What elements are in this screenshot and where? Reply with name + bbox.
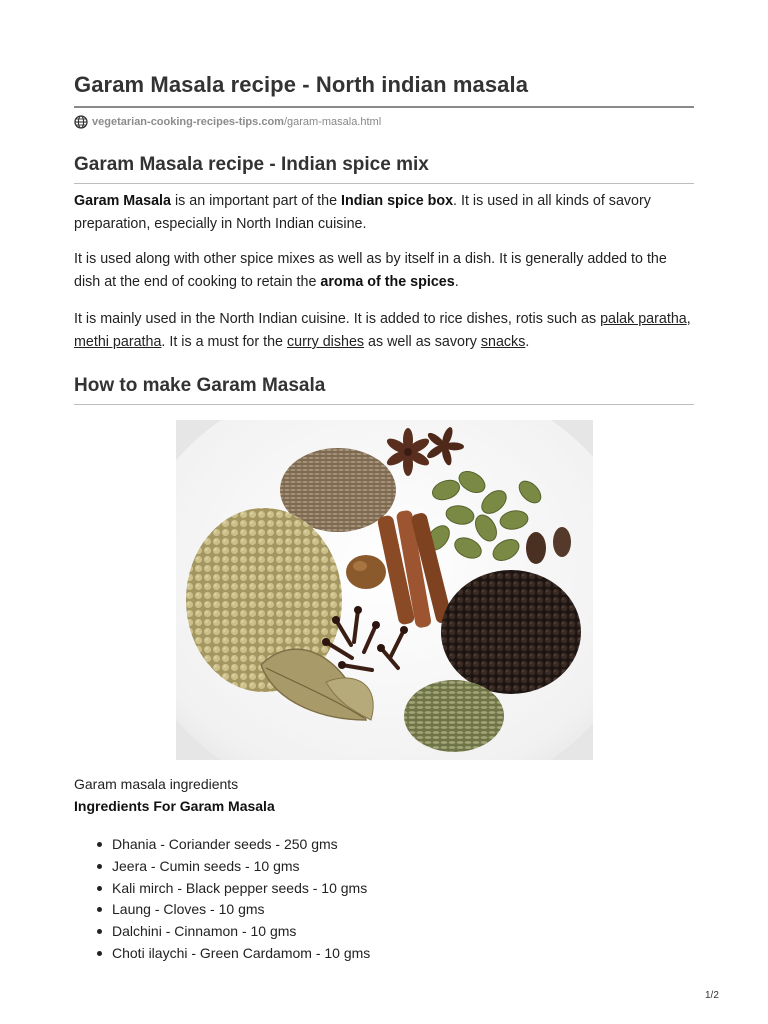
text-span: , (686, 311, 691, 327)
section-heading-spice-mix: Garam Masala recipe - Indian spice mix (74, 154, 429, 175)
link-snacks[interactable]: snacks (480, 334, 526, 350)
text-span: It is used along with other spice mixes as well as by itself in a dish. It is generally added to the dish at the end of cooking to retain the (74, 251, 667, 290)
paragraph-cuisine (74, 308, 694, 354)
text-span: . (525, 334, 530, 350)
source-link[interactable] (92, 116, 381, 128)
page-number: 1/2 (705, 990, 719, 1001)
list-item: Kali mirch - Black pepper seeds - 10 gms (94, 878, 654, 900)
bold-indian-spice-box: Indian spice box (341, 193, 454, 209)
text-span: as well as savory (364, 334, 481, 350)
list-item: Dhania - Coriander seeds - 250 gms (94, 834, 654, 856)
link-palak-paratha[interactable]: palak paratha (600, 311, 687, 327)
ingredients-list (94, 834, 654, 965)
spices-photo (176, 420, 593, 760)
bold-aroma: aroma of the spices (320, 274, 455, 290)
title-divider (74, 106, 694, 108)
ingredients-title: Ingredients For Garam Masala (74, 798, 275, 814)
document-title: Garam Masala recipe - North indian masala (74, 72, 529, 97)
paragraph-intro (74, 190, 694, 236)
text-span: . (454, 274, 459, 290)
list-item: Choti ilaychi - Green Cardamom - 10 gms (94, 943, 654, 965)
source-domain: vegetarian-cooking-recipes-tips.com (92, 116, 284, 128)
source-path: /garam-masala.html (283, 116, 382, 128)
section-divider (74, 404, 694, 405)
text-span: It is mainly used in the North Indian cuisine. It is added to rice dishes, rotis such as (74, 311, 601, 327)
section-divider (74, 183, 694, 184)
text-span: . It is a must for the (161, 334, 287, 350)
spices-illustration (176, 420, 593, 760)
text-span: . It is used in all kinds of savory preparation, especially in North Indian cuisine. (74, 193, 651, 232)
section-heading-how-to-make: How to make Garam Masala (74, 375, 326, 396)
paragraph-usage (74, 248, 694, 294)
bold-garam-masala: Garam Masala (74, 193, 171, 209)
link-curry-dishes[interactable]: curry dishes (286, 334, 365, 350)
text-span: is an important part of the (170, 193, 342, 209)
list-item: Dalchini - Cinnamon - 10 gms (94, 921, 654, 943)
list-item: Jeera - Cumin seeds - 10 gms (94, 856, 654, 878)
link-methi-paratha[interactable]: methi paratha (74, 334, 162, 350)
globe-icon (74, 115, 88, 129)
list-item: Laung - Cloves - 10 gms (94, 899, 654, 921)
image-caption: Garam masala ingredients (74, 776, 239, 792)
source-line (74, 114, 381, 130)
